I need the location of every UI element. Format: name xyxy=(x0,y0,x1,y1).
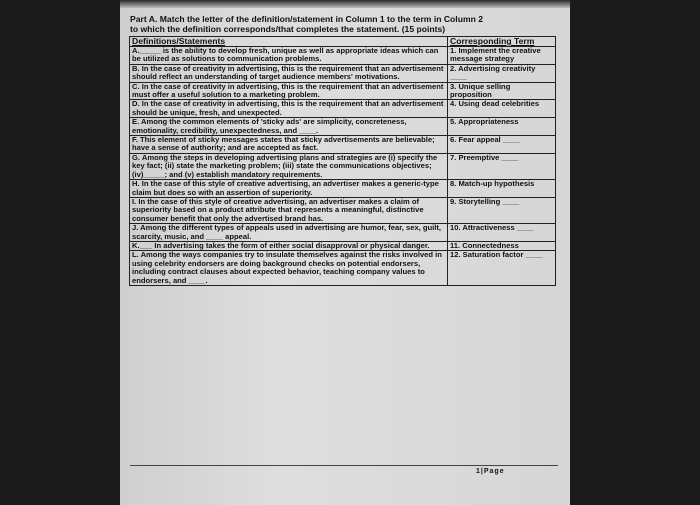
definition-cell: I. In the case of this style of creative advertising, an advertiser makes a claim of superiority based on a product attribute that represents a meaningful, distinctive consumer benefit that only the advertised brand has. xyxy=(130,197,448,223)
table-row xyxy=(130,153,556,179)
instructions xyxy=(130,14,550,34)
definition-cell: E. Among the common elements of 'sticky ads' are simplicity, concreteness, emotionality, credibility, unexpectedness, and ____. xyxy=(130,118,448,136)
term-cell: 8. Match-up hypothesis xyxy=(448,180,556,198)
definition-cell: H. In the case of this style of creative advertising, an advertiser makes a generic-type claim but does so with an assertion of superiority. xyxy=(130,180,448,198)
header-definitions: Definitions/Statements xyxy=(130,37,448,47)
definition-cell: K.___ In advertising takes the form of either social disapproval or physical danger. xyxy=(130,241,448,250)
definition-cell: A._____ is the ability to develop fresh, unique as well as appropriate ideas which can be utilized as solutions to communication problems. xyxy=(130,47,448,65)
instructions-line-2: to which the definition corresponds/that completes the statement. (15 points) xyxy=(130,24,446,34)
footer-divider xyxy=(130,465,558,466)
definition-cell: J. Among the different types of appeals used in advertising are humor, fear, sex, guilt, scarcity, music, and ____ appeal. xyxy=(130,224,448,242)
definition-cell: B. In the case of creativity in advertising, this is the requirement that an advertisement should reflect an understanding of target audience members' motivations. xyxy=(130,64,448,82)
term-cell: 12. Saturation factor ____ xyxy=(448,251,556,286)
term-cell: 4. Using dead celebrities xyxy=(448,100,556,118)
table-row xyxy=(130,100,556,118)
table-row xyxy=(130,241,556,250)
table-row xyxy=(130,64,556,82)
term-cell: 2. Advertising creativity ____ xyxy=(448,64,556,82)
term-cell: 9. Storytelling ____ xyxy=(448,197,556,223)
definition-cell: L. Among the ways companies try to insulate themselves against the risks involved in using celebrity endorsers are doing background checks on potential endorsers, including contract clauses about expected behavior, teaching company values to endorsers, and ____. xyxy=(130,251,448,286)
term-cell: 3. Unique selling proposition xyxy=(448,82,556,100)
document-page xyxy=(120,0,570,505)
term-cell: 1. Implement the creative message strategy xyxy=(448,47,556,65)
definition-cell: F. This element of sticky messages states that sticky advertisements are believable; have a sense of authority; and are accepted as fact. xyxy=(130,136,448,154)
header-corresponding-term: Corresponding Term xyxy=(448,37,556,47)
term-cell: 7. Preemptive ____ xyxy=(448,153,556,179)
term-cell: 11. Connectedness xyxy=(448,241,556,250)
term-cell: 6. Fear appeal ____ xyxy=(448,136,556,154)
table-row xyxy=(130,251,556,286)
instructions-line-1: Part A. Match the letter of the definition/statement in Column 1 to the term in Column 2 xyxy=(130,14,484,24)
definition-cell: G. Among the steps in developing advertising plans and strategies are (i) specify the key fact; (ii) state the marketing problem; (iii) state the communications objectives; (iv)_____; and (v) establish mandatory requirements. xyxy=(130,153,448,179)
table-header-row xyxy=(130,37,556,47)
table-row xyxy=(130,224,556,242)
table-row xyxy=(130,82,556,100)
table-row xyxy=(130,197,556,223)
table-row xyxy=(130,136,556,154)
matching-table xyxy=(129,36,556,286)
definition-cell: D. In the case of creativity in advertising, this is the requirement that an advertisement should be unique, fresh, and unexpected. xyxy=(130,100,448,118)
table-row xyxy=(130,118,556,136)
table-row xyxy=(130,47,556,65)
table-row xyxy=(130,180,556,198)
term-cell: 10. Attractiveness ____ xyxy=(448,224,556,242)
term-cell: 5. Appropriateness xyxy=(448,118,556,136)
definition-cell: C. In the case of creativity in advertising, this is the requirement that an advertisement must offer a useful solution to a marketing problem. xyxy=(130,82,448,100)
page-top-edge xyxy=(120,0,570,8)
page-number: 1|Page xyxy=(476,468,505,475)
